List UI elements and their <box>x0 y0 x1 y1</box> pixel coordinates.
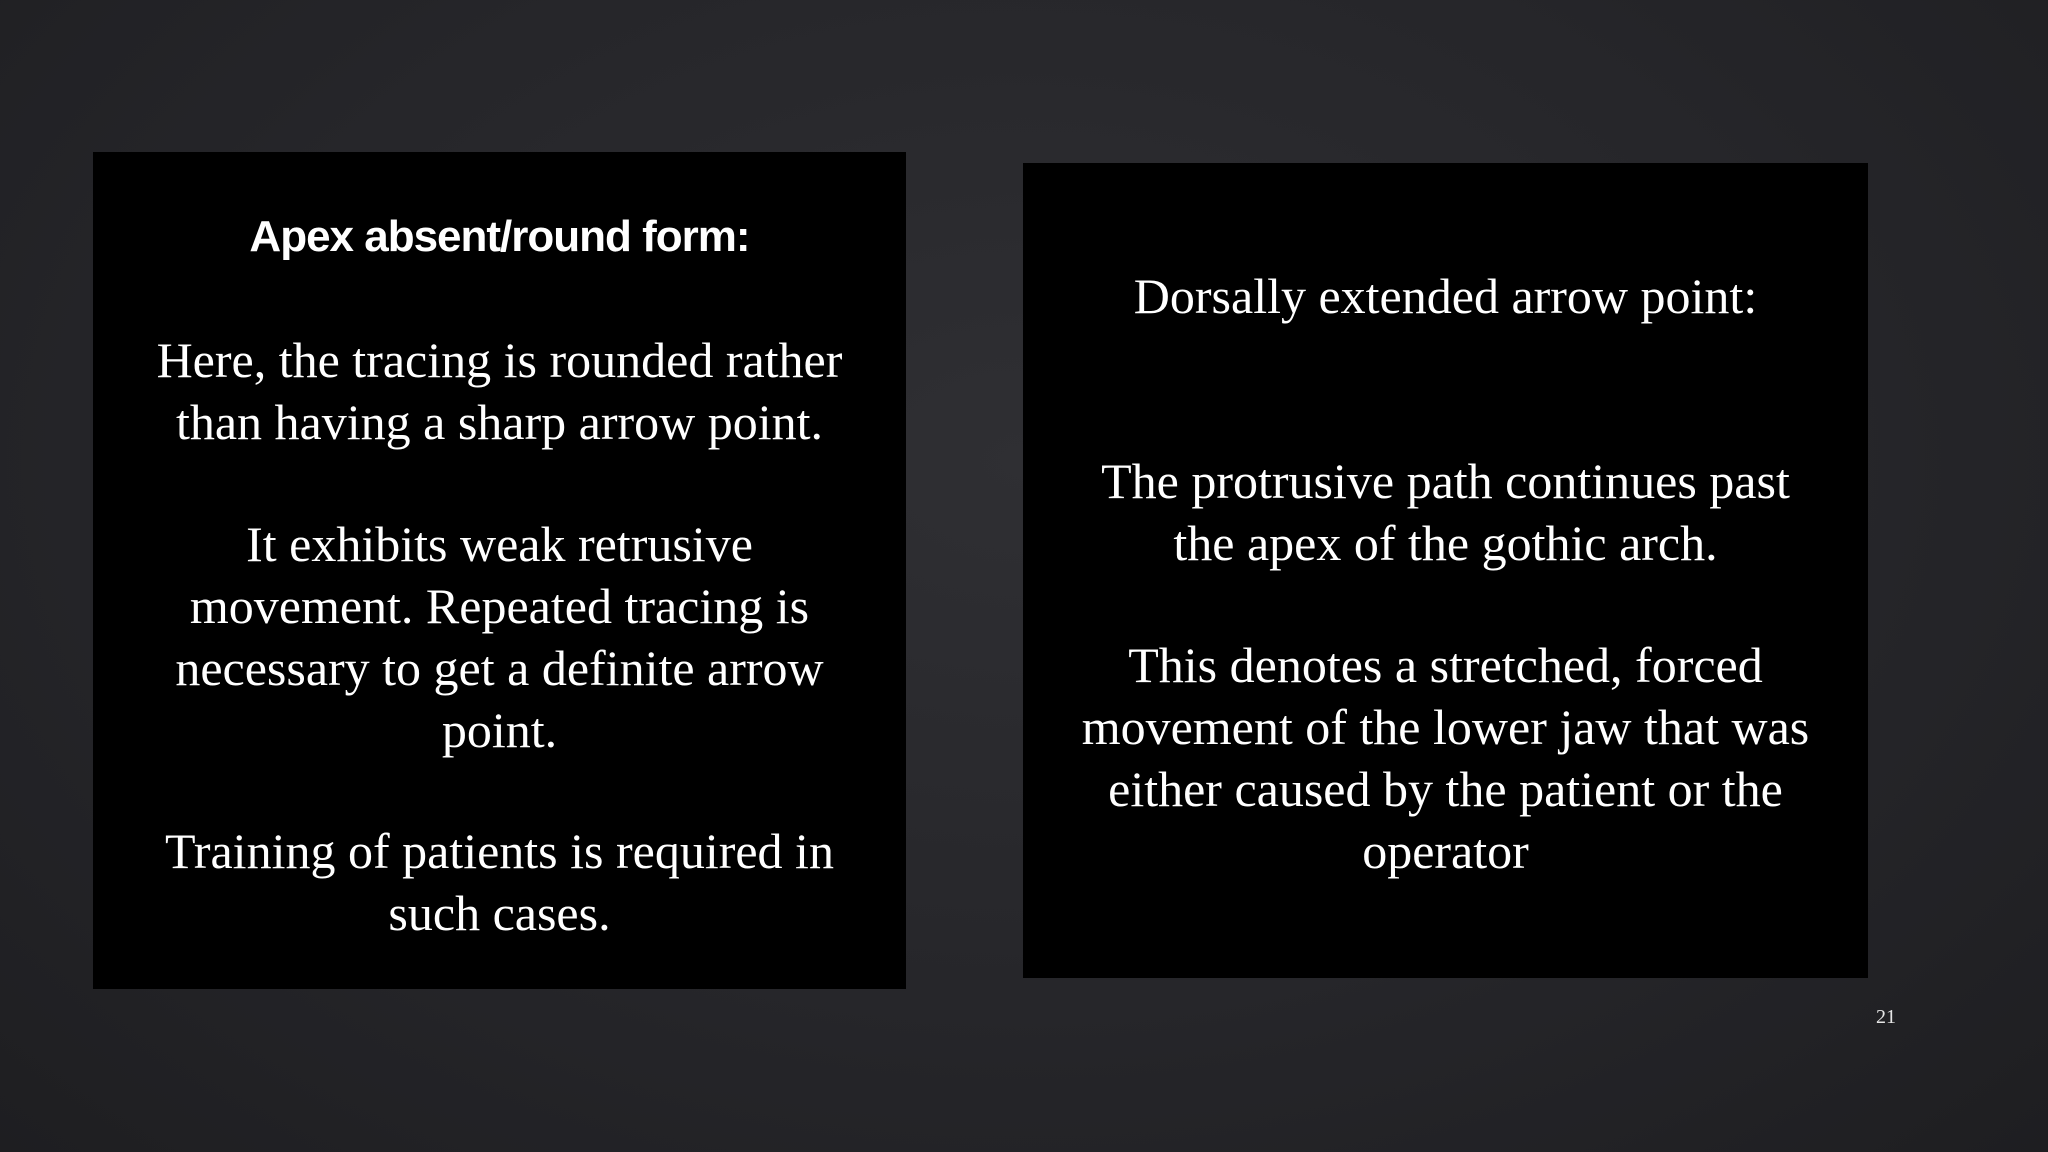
slide-page-number: 21 <box>1876 1006 1896 1028</box>
right-panel-heading: Dorsally extended arrow point: <box>1133 268 1758 324</box>
right-panel-paragraph-1: The protrusive path continues past the apex of the gothic arch. <box>1101 453 1790 571</box>
left-panel-paragraph-2: It exhibits weak retrusive movement. Repeated tracing is necessary to get a definite arrow point. <box>175 516 824 758</box>
right-panel-paragraph-2: This denotes a stretched, forced movement of the lower jaw that was either caused by the patient or the operator <box>1081 637 1810 879</box>
left-panel-paragraph-3: Training of patients is required in such cases. <box>165 823 834 941</box>
left-panel-paragraph-1: Here, the tracing is rounded rather than having a sharp arrow point. <box>156 332 843 450</box>
right-text-panel <box>1023 163 1868 978</box>
left-text-panel <box>93 152 906 989</box>
left-panel-heading: Apex absent/round form: <box>249 212 750 261</box>
